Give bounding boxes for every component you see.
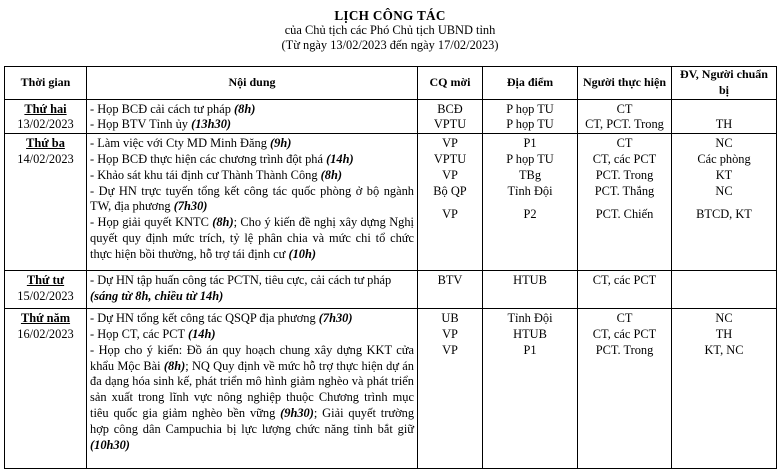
day-date: 15/02/2023: [17, 288, 74, 303]
day-name: Thứ ba: [26, 136, 65, 151]
col-header-preparer: ĐV, Người chuẩn bị: [672, 67, 777, 100]
day-name: Thứ năm: [20, 311, 71, 326]
list-item: - Dự HN trực tuyến tổng kết công tác quốc phòng ở bộ ngành TW, địa phương (7h30): [90, 183, 414, 214]
list-item: - Họp BCĐ thực hiện các chương trình đột phá (14h): [90, 151, 354, 166]
executor-cell: CT CT, các PCT PCT. Trong: [578, 309, 672, 469]
inviter-cell: BCĐ VPTU: [418, 99, 483, 134]
preparer-cell: NC Các phòng KT NC BTCD, KT: [672, 134, 777, 271]
day-cell: [5, 309, 87, 469]
list-item: - Làm việc với Cty MD Minh Đăng (9h): [90, 136, 292, 151]
list-item: - Dự HN tổng kết công tác QSQP địa phương (7h30): [90, 311, 353, 326]
list-item: - Họp CT, các PCT (14h): [90, 326, 216, 341]
col-header-inviter: CQ mời: [418, 67, 483, 100]
list-item: - Họp BCĐ cải cách tư pháp (8h): [90, 101, 256, 116]
list-item: - Họp cho ý kiến: Đồ án quy hoạch chung xây dựng KKT cửa khẩu Mộc Bài (8h); NQ Quy định về mức hỗ trợ thực hiện dự án đa dạng hóa sinh kế, phát triển mô hình giảm nghèo và phát triển sản xuất trong lĩnh vực nông nghiệp thuộc Chương trình mục tiêu quốc gia giảm nghèo bền vững (9h30); Giải quyết trường hợp công dân Campuchia bị lực lượng chức năng tỉnh bắt giữ (10h30): [90, 342, 415, 452]
day-date: 14/02/2023: [17, 151, 74, 166]
inviter-cell: VP VPTU VP Bộ QP VP: [418, 134, 483, 271]
content-cell: [87, 134, 418, 271]
content-cell: [87, 309, 418, 469]
document-date-range: (Từ ngày 13/02/2023 đến ngày 17/02/2023): [281, 38, 499, 52]
day-date: 13/02/2023: [17, 117, 74, 132]
place-cell: Tỉnh Đội HTUB P1: [483, 309, 578, 469]
day-cell: [5, 134, 87, 271]
preparer-cell: TH: [672, 99, 777, 134]
list-item: - Họp giải quyết KNTC (8h); Cho ý kiến đề nghị xây dựng Nghị quyết quy định mức trích, tỷ lệ phân chia và mức chi tổ chức thực hiện bồi thường, hỗ trợ tái định cư (10h): [90, 215, 414, 261]
preparer-cell: NC TH KT, NC: [672, 309, 777, 469]
list-item: - Khảo sát khu tái định cư Thành Thành Công (8h): [90, 167, 342, 182]
day-cell: [5, 99, 87, 134]
document-title: LỊCH CÔNG TÁC: [334, 8, 446, 23]
col-header-content: Nội dung: [87, 67, 418, 100]
col-header-executor: Người thực hiện: [578, 67, 672, 100]
table-row: [5, 309, 777, 469]
day-cell: [5, 271, 87, 309]
table-header-row: [5, 67, 777, 100]
day-name: Thứ tư: [26, 273, 65, 288]
content-cell: [87, 271, 418, 309]
document-subtitle: của Chủ tịch các Phó Chủ tịch UBND tỉnh: [284, 23, 496, 37]
table-row: [5, 99, 777, 134]
list-item: - Họp BTV Tỉnh ủy (13h30): [90, 117, 232, 132]
schedule-table: [4, 66, 777, 469]
executor-cell: CT CT, PCT. Trong: [578, 99, 672, 134]
executor-cell: CT CT, các PCT PCT. Trong PCT. Thắng PCT. Chiến: [578, 134, 672, 271]
day-date: 16/02/2023: [17, 326, 74, 341]
col-header-place: Địa điểm: [483, 67, 578, 100]
document-header: [0, 0, 780, 53]
place-cell: HTUB: [483, 271, 578, 309]
col-header-time: Thời gian: [5, 67, 87, 100]
day-name: Thứ hai: [24, 101, 67, 116]
table-row: [5, 271, 777, 309]
table-row: [5, 134, 777, 271]
place-cell: P họp TU P họp TU: [483, 99, 578, 134]
executor-cell: CT, các PCT: [578, 271, 672, 309]
content-cell: [87, 99, 418, 134]
list-item: - Dự HN tập huấn công tác PCTN, tiêu cực, cải cách tư pháp (sáng từ 8h, chiều từ 14h): [90, 273, 392, 303]
inviter-cell: BTV: [418, 271, 483, 309]
place-cell: P1 P họp TU TBg Tỉnh Đội P2: [483, 134, 578, 271]
inviter-cell: UB VP VP: [418, 309, 483, 469]
preparer-cell: [672, 271, 777, 309]
